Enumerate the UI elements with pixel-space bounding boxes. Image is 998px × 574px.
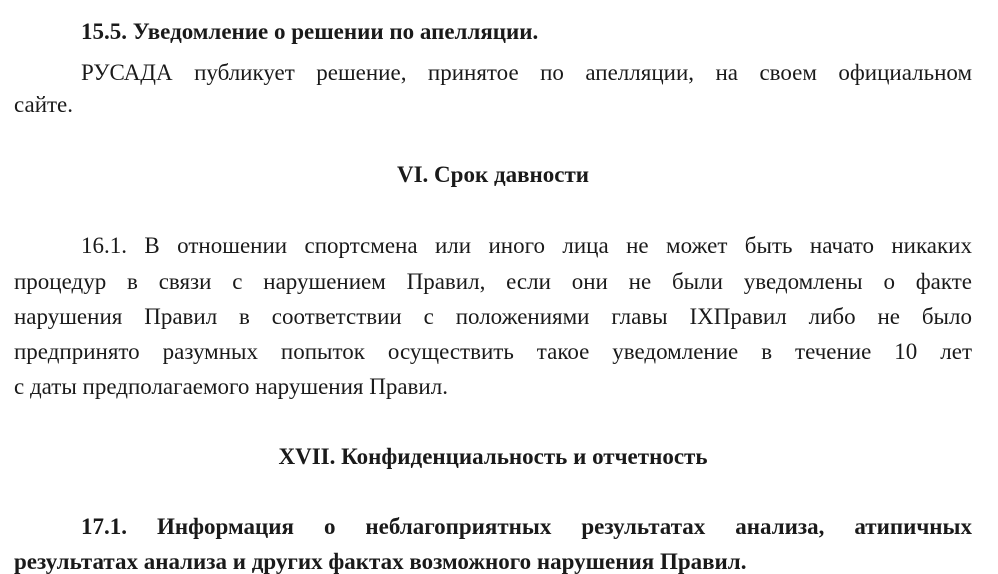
section-16-1-text-line: с даты предполагаемого нарушения Правил. [14, 374, 448, 399]
section-17-1-heading-line: 17.1. Информация о неблагоприятных результатах анализа, атипичных [81, 514, 972, 539]
section-16-1-text-line: нарушения Правил в соответствии с положениями главы IXПравил либо не было [14, 304, 972, 329]
section-15-5-heading: 15.5. Уведомление о решении по апелляции. [81, 19, 539, 44]
section-xvii-title: XVII. Конфиденциальность и отчетность [278, 444, 708, 469]
section-vi-title: VI. Срок давности [396, 162, 590, 187]
section-17-1-heading-line: результатах анализа и других фактах возможного нарушения Правил. [14, 549, 747, 574]
section-15-5-text-line: сайте. [14, 92, 74, 117]
section-16-1-text-line: предпринято разумных попыток осуществить такое уведомление в течение 10 лет [14, 339, 972, 364]
section-16-1-text-line: процедур в связи с нарушением Правил, если они не были уведомлены о факте [14, 269, 972, 294]
section-16-1-text-line: 16.1. В отношении спортсмена или иного лица не может быть начато никаких [81, 233, 972, 258]
section-15-5-text-line: РУСАДА публикует решение, принятое по апелляции, на своем официальном [81, 60, 972, 85]
